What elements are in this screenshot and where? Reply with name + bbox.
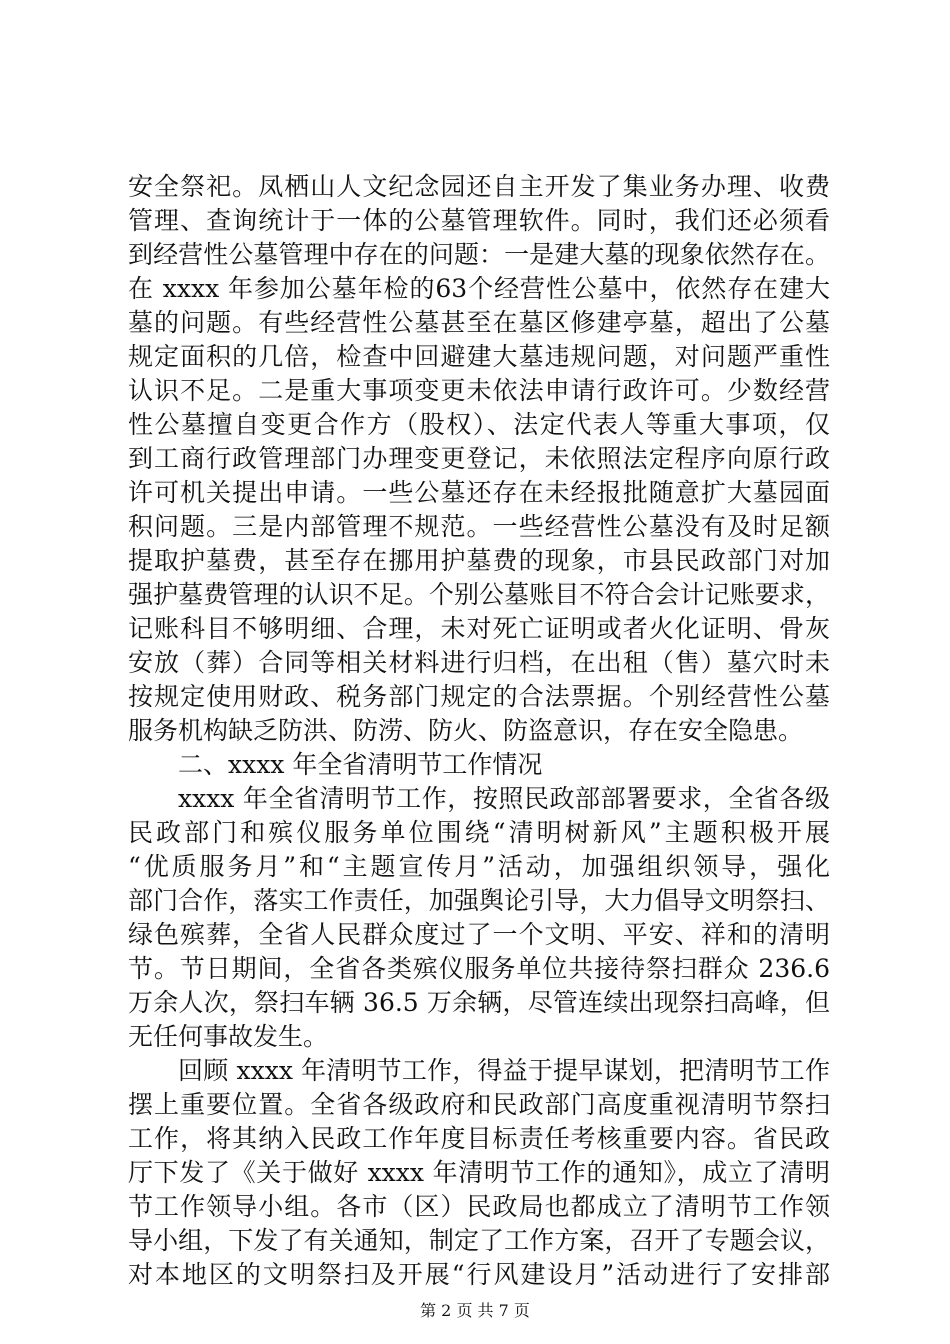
text-line: 部门合作，落实工作责任，加强舆论引导，大力倡导文明祭扫、 <box>128 886 830 915</box>
page-number: 第 2 页 共 7 页 <box>420 1301 530 1320</box>
text-line: 服务机构缺乏防洪、防涝、防火、防盗意识，存在安全隐患。 <box>128 716 804 745</box>
text-line: 墓的问题。有些经营性公墓甚至在墓区修建亭墓，超出了公墓 <box>128 308 830 337</box>
text-line: 民政部门和殡仪服务单位围绕“清明树新风”主题积极开展 <box>128 818 830 847</box>
text-line: 摆上重要位置。全省各级政府和民政部门高度重视清明节祭扫 <box>128 1090 830 1119</box>
text-line: 回顾 xxxx 年清明节工作，得益于提早谋划，把清明节工作 <box>178 1056 830 1085</box>
text-line: 按规定使用财政、税务部门规定的合法票据。个别经营性公墓 <box>128 682 830 711</box>
text-line: 厅下发了《关于做好 xxxx 年清明节工作的通知》，成立了清明 <box>128 1158 830 1187</box>
text-line: 到工商行政管理部门办理变更登记，未依照法定程序向原行政 <box>128 444 830 473</box>
text-line: 绿色殡葬，全省人民群众度过了一个文明、平安、祥和的清明 <box>128 920 830 949</box>
text-line: 许可机关提出申请。一些公墓还存在未经报批随意扩大墓园面 <box>128 478 830 507</box>
text-line: 导小组，下发了有关通知，制定了工作方案，召开了专题会议， <box>128 1226 830 1255</box>
text-line: 积问题。三是内部管理不规范。一些经营性公墓没有及时足额 <box>128 512 830 541</box>
text-line: 节。节日期间，全省各类殡仪服务单位共接待祭扫群众 236.6 <box>128 954 830 983</box>
text-line: 无任何事故发生。 <box>128 1022 329 1051</box>
text-line: 节工作领导小组。各市（区）民政局也都成立了清明节工作领 <box>128 1192 830 1221</box>
text-line: xxxx 年全省清明节工作，按照民政部部署要求，全省各级 <box>178 784 830 813</box>
text-line: 提取护墓费，甚至存在挪用护墓费的现象，市县民政部门对加 <box>128 546 830 575</box>
section-heading: 二、xxxx 年全省清明节工作情况 <box>178 750 543 779</box>
text-line: “优质服务月”和“主题宣传月”活动，加强组织领导，强化 <box>128 852 830 881</box>
text-line: 对本地区的文明祭扫及开展“行风建设月”活动进行了安排部 <box>128 1260 830 1289</box>
text-line: 安放（葬）合同等相关材料进行归档，在出租（售）墓穴时未 <box>128 648 830 677</box>
text-line: 安全祭祀。凤栖山人文纪念园还自主开发了集业务办理、收费 <box>128 172 830 201</box>
text-line: 认识不足。二是重大事项变更未依法申请行政许可。少数经营 <box>128 376 830 405</box>
text-line: 性公墓擅自变更合作方（股权）、法定代表人等重大事项，仅 <box>128 410 830 439</box>
text-line: 记账科目不够明细、合理，未对死亡证明或者火化证明、骨灰 <box>128 614 830 643</box>
text-line: 工作，将其纳入民政工作年度目标责任考核重要内容。省民政 <box>128 1124 830 1153</box>
text-line: 管理、查询统计于一体的公墓管理软件。同时，我们还必须看 <box>128 206 830 235</box>
text-line: 到经营性公墓管理中存在的问题：一是建大墓的现象依然存在。 <box>128 240 830 269</box>
text-line: 万余人次，祭扫车辆 36.5 万余辆，尽管连续出现祭扫高峰，但 <box>128 988 830 1017</box>
body-text <box>128 170 830 1292</box>
text-line: 规定面积的几倍，检查中回避建大墓违规问题，对问题严重性 <box>128 342 830 371</box>
text-line: 在 xxxx 年参加公墓年检的63个经营性公墓中，依然存在建大 <box>128 274 830 303</box>
text-line: 强护墓费管理的认识不足。个别公墓账目不符合会计记账要求， <box>128 580 830 609</box>
